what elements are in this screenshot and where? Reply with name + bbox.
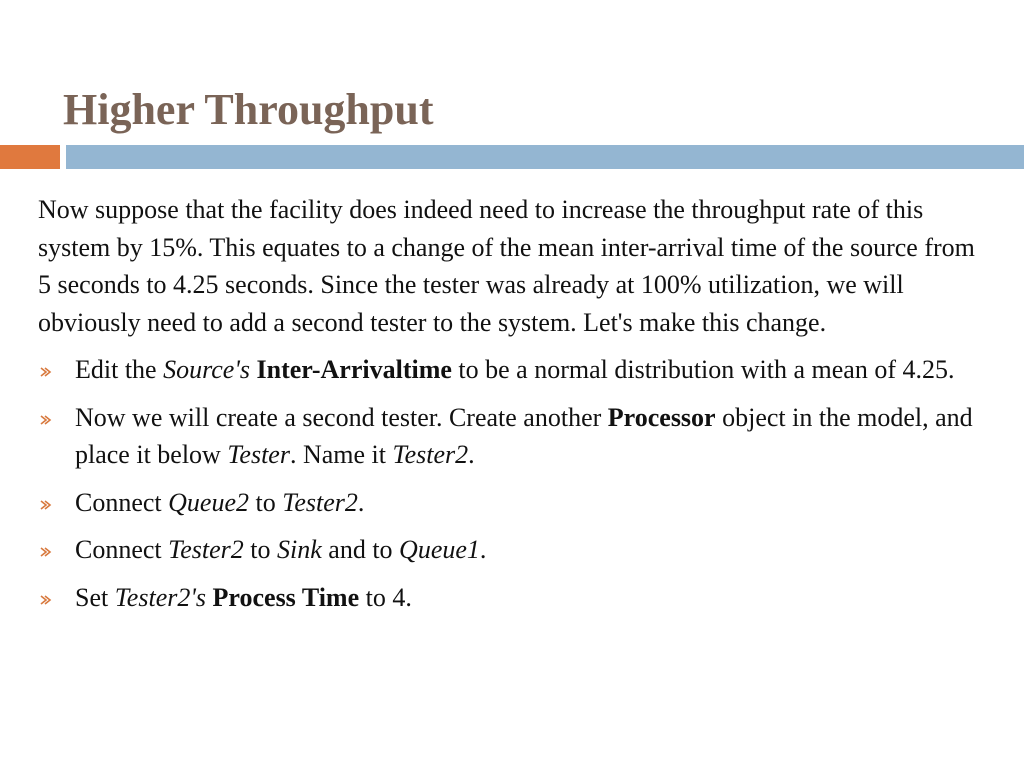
chevron-right-icon xyxy=(40,367,52,377)
list-text: and to xyxy=(321,535,400,564)
list-text: . Name it xyxy=(289,440,393,469)
italic-term: Queue2 xyxy=(168,487,250,517)
chevron-right-icon xyxy=(40,500,52,510)
list-item xyxy=(38,579,978,617)
italic-term: Tester2 xyxy=(392,440,469,469)
italic-term: Tester2 xyxy=(168,535,244,564)
bold-term: Process Time xyxy=(212,582,360,612)
italic-term: Tester xyxy=(227,440,290,469)
list-text: Set xyxy=(75,582,115,612)
list-text: Connect xyxy=(75,535,169,564)
chevron-right-icon xyxy=(40,415,52,425)
list-item xyxy=(38,531,978,569)
list-text: . xyxy=(468,440,475,469)
list-text: object in the model, and place it below xyxy=(75,402,973,469)
slide-body xyxy=(38,191,978,616)
list-text: . xyxy=(357,487,365,517)
list-text: Now we will create a second tester. Create another xyxy=(75,402,608,432)
italic-term: Queue1 xyxy=(399,535,480,564)
list-text: . xyxy=(479,535,487,564)
list-item xyxy=(38,351,978,389)
list-item xyxy=(38,484,978,522)
bold-term: Processor xyxy=(607,402,716,432)
italic-term: Source's xyxy=(163,355,251,384)
list-text: Edit the xyxy=(75,355,164,384)
list-text: Connect xyxy=(75,487,169,517)
accent-bar-orange xyxy=(0,145,60,169)
list-item xyxy=(38,399,978,474)
bold-term: Inter-Arrivaltime xyxy=(256,355,452,384)
italic-term: Tester2's xyxy=(114,582,207,612)
italic-term: Sink xyxy=(277,535,322,564)
intro-paragraph: Now suppose that the facility does indeed need to increase the throughput rate of this system by 15%. This equates to a change of the mean inter-arrival time of the source from 5 seconds to 4.25 seconds. Since the tester was already at 100% utilization, we will obviously need to add a second tester to the system. Let's make this change. xyxy=(38,195,975,337)
chevron-right-icon xyxy=(40,595,52,605)
list-text: to xyxy=(243,535,278,564)
slide-title: Higher Throughput xyxy=(63,85,434,134)
list-text: to 4. xyxy=(359,582,412,612)
instruction-list xyxy=(38,351,978,616)
accent-bar-blue xyxy=(66,145,1024,169)
list-text: to xyxy=(249,487,283,517)
chevron-right-icon xyxy=(40,547,52,557)
list-text: to be a normal distribution with a mean of 4.25. xyxy=(451,355,955,384)
italic-term: Tester2 xyxy=(282,487,358,517)
